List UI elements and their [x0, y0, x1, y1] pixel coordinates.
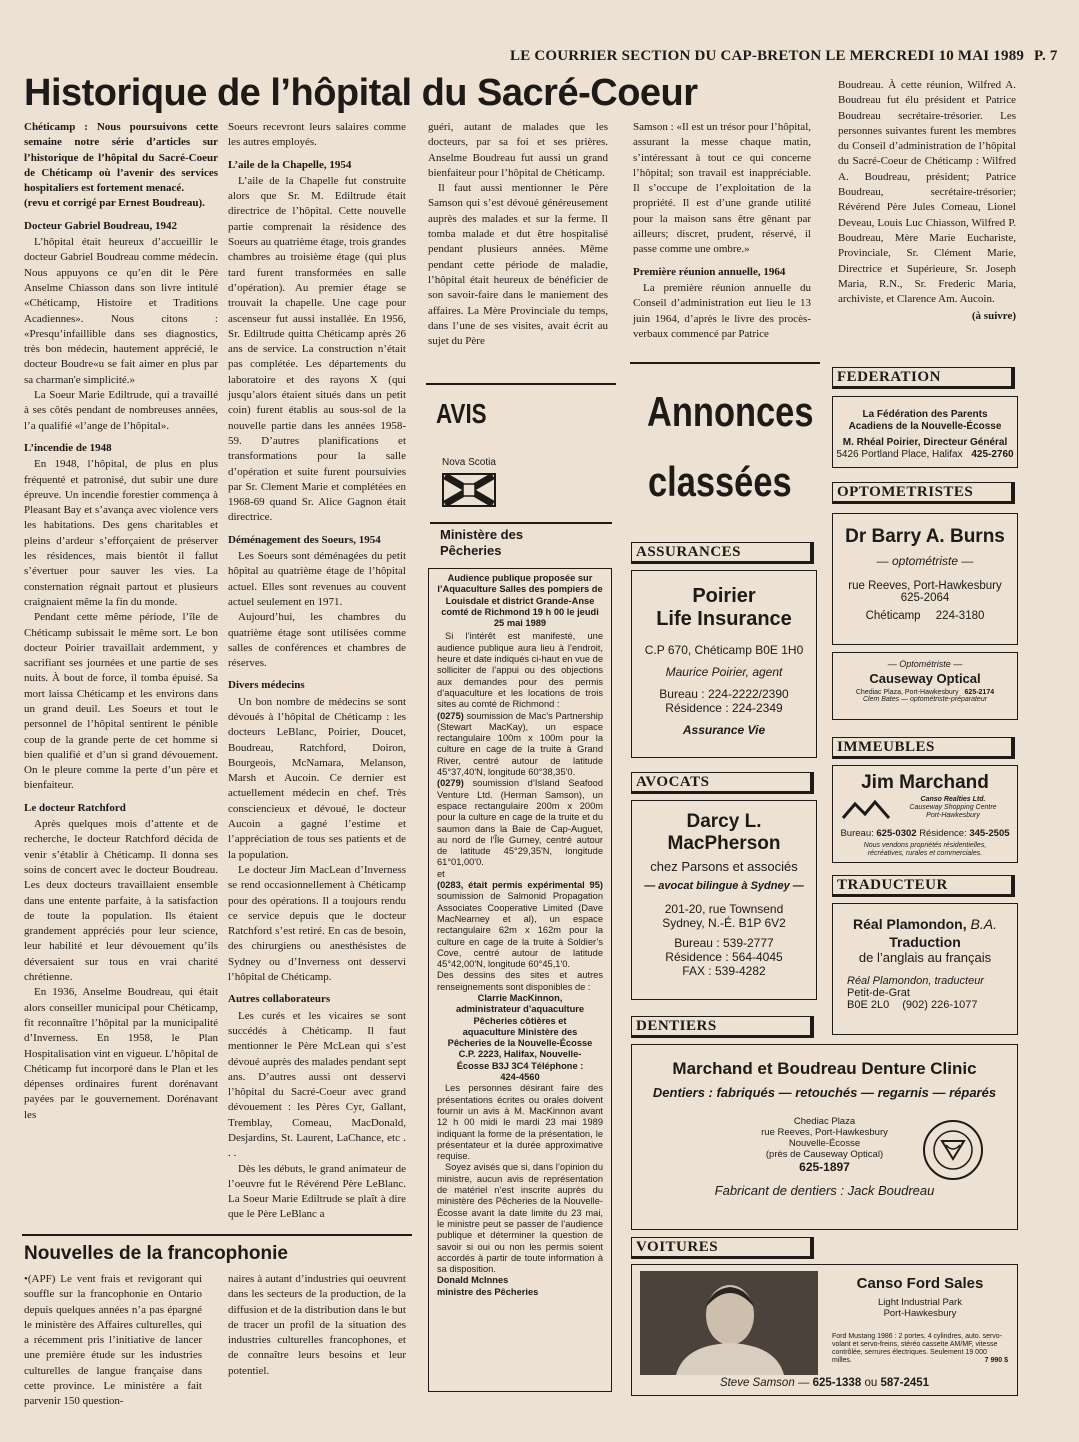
paragraph: Les personnes désirant faire des présentations écrites ou orales doivent fournir un avis à M. MacKinnon avant 12 h 00 midi le mardi 23 mai 1989 indiquant la forme de la présentation, le présentateur et la durée approximative requise. [437, 1083, 603, 1162]
article-column-1 [24, 120, 218, 1123]
paragraph: Aujourd’hui, les chambres du quatrième étage sont utilisées comme salles de conférences et chambres de réserves. [228, 611, 406, 670]
translator-city: Petit-de-Grat [847, 987, 910, 999]
optical-phone: 625-2174 [964, 689, 995, 696]
car-description: Ford Mustang 1986 : 2 portes, 4 cylindres, auto. servo-volant et servo-freins, stéréo cassette AM/MF, vitesse contrôlée, serrures électriques. Seulement 19 000 milles. [832, 1333, 1003, 1364]
annonces-title-2: classées [648, 458, 792, 505]
paragraph: Dès les débuts, le grand animateur de l’oeuvre fut le Révérend Père LeBlanc. La Soeur Marie Ediltrude se plaît à dire que le Père LeBlanc a [228, 1162, 406, 1221]
subhead: L’aile de la Chapelle, 1954 [228, 158, 352, 171]
optical-address [833, 689, 1017, 696]
paragraph: Boudreau. À cette réunion, Wilfred A. Boudreau fut élu président et Patrice Boudreau secrétaire-trésorier. Les personnes suivantes furent les membres du Conseil d’administration de l’hôpital du Sacré-Coeur de Chéticamp : Wilfred A. Boudreau, président; Patrice Boudreau, secrétaire-trésorier; Révérend Père Jules Comeau, Lionel Deveau, Louis Luc Chiasson, Wilfred P. Boudreau, Mère Marie Euchariste, Provinciale, Sr. Clément Marie, Directrice et Supérieure, Sr. Joseph Maria, R.N., Sr. Frederic Maria, archiviste, et Clarence Am. Aucoin. [838, 79, 1016, 306]
translator-postal-phone [847, 999, 1017, 1011]
translator-phone: (902) 226-1077 [902, 999, 978, 1011]
tab-avocats: AVOCATS [631, 772, 814, 794]
paragraph: Après quelques mois d’attente et de recherche, le docteur Ratchford décida de venir s’établir à Chéticamp. Il donna ses soins de concert avec le docteur Boudreau. Les deux docteurs travaillaient ensemble dans une entente parfaite, à la satisfaction de toute la population. Ils étaient grandement appréciés pour leur science, leur habilité et leur dévouement qu’ils déversaient sur tous en vrai charité chrétienne. [24, 818, 218, 984]
avocats-ad [631, 800, 817, 1000]
nova-scotia-label: Nova Scotia [442, 457, 496, 468]
federation-org: La Fédération des Parents Acadiens de la Nouvelle-Écosse [848, 409, 1002, 432]
paragraph [437, 880, 603, 970]
translation-label: Traduction [889, 934, 961, 950]
insurance-residence: Résidence : 224-2349 [665, 701, 783, 715]
optical-role: — Optométriste — [887, 659, 963, 669]
paragraph: Les Soeurs sont déménagées du petit hôpital au quatrième étage de l’hôpital actuel. Elles sont revenues au couvent actuel seulement en 1971. [228, 550, 406, 608]
company-address: Causeway Shopping Centre [909, 804, 997, 811]
bureau-label: Bureau: [840, 828, 874, 839]
article-column-2 [228, 120, 406, 1223]
salesman-portrait-icon [640, 1271, 818, 1375]
branch-city: Chéticamp [865, 610, 921, 622]
residence-phone: 345-2505 [969, 828, 1010, 839]
paragraph: Soyez avisés que si, dans l’opinion du ministre, aucun avis de représentation de matériel n’est inscrite auprès du ministère des Pêcheries de la Nouvelle-Écosse avant la date limite du 23 mai, le ministre peut se passer de l’audience publique et déterminer la question de savoir si oui ou non les permis soient accordés à partir de toute information à sa disposition. [437, 1162, 603, 1275]
subhead: L’incendie de 1948 [24, 441, 112, 454]
article-column-4 [633, 120, 811, 342]
clinic-address-4: (près de Causeway Optical) [765, 1149, 884, 1160]
company-name: Canso Realties Ltd. [920, 796, 986, 803]
tab-voitures: VOITURES [631, 1237, 814, 1259]
lawyer-tag: — avocat bilingue à Sydney — [644, 880, 804, 892]
optical-staff: Clem Bates — optométriste-préparateur [862, 696, 988, 703]
permit-number: (0283, était permis expérimental 95) [437, 880, 603, 891]
paragraph: En 1936, Anselme Boudreau, qui était alors conseiller municipal pour Chéticamp, fit reconnaître l’hôpital par la municipalité d’Inverness. En 1958, le Plan Hospitalisation vint en vigueur. L’hôpital de Chéticamp fut incorporé dans le Plan et les dépenses ordinaires furent dorénavant payées par le gouvernement. Dorénavant les [24, 986, 218, 1121]
subhead: Le docteur Ratchford [24, 801, 126, 814]
optical-address-text: Chediac Plaza, Port-Hawkesbury [855, 689, 959, 696]
branch-phone: 224-3180 [935, 610, 985, 622]
paragraph [437, 711, 603, 779]
permit-number: (0275) [437, 710, 464, 721]
nova-scotia-flag-icon [442, 473, 496, 507]
salesman-name: Steve Samson — [719, 1377, 810, 1389]
separator [430, 522, 612, 524]
traducteur-ad [832, 903, 1018, 1035]
optometrist-phone: 625-2064 [900, 592, 950, 604]
paragraph: Si l’intérêt est manifesté, une audience publique aura lieu à l’endroit, heure et date indiqués ci-haut en vue de solliciter de l’appui ou des objections aux demandes pour des permis d’aquaculture et les locations de trois sites au comté de Richmond : [437, 631, 603, 710]
translator-postal: B0E 2L0 [847, 999, 890, 1011]
paragraph: Il faut aussi mentionner le Père Samson qui s’est dévoué généreusement auprès des malades et sur la ferme. Il tomba malade et dut être hospitalisé pendant plusieurs années. Même pendant cette période de maladie, l’hôpital était heureux de bénéficier de son savoir-faire dans le maniement des affaires. La Mère Provinciale du temps, dans l’une de ses visites, avait écrit au sujet du Père [428, 182, 608, 348]
nouvelles-column-2 [228, 1272, 406, 1379]
permit-text: soumission d’Island Seafood Venture Ltd. (Herman Samson), un espace rectangulaire 200m x 200m pour la culture en cage de la truite et du saumon dans la Baie de Cap-Auguet, au nord de l’Île Gurney, centré autour de latitude 45°29,35'N, longitude 61°01,00'0. [437, 778, 603, 868]
translator-name-text: Réal Plamondon, [853, 916, 967, 932]
salesman-contact [632, 1377, 1017, 1389]
clinic-address-1: Chediac Plaza [793, 1116, 856, 1127]
immeubles-ad [832, 765, 1018, 863]
insurance-name-2: Life Insurance [656, 608, 792, 630]
translation-direction: de l’anglais au français [858, 950, 992, 965]
company-city: Port-Hawkesbury [926, 812, 980, 819]
article-intro: Chéticamp : Nous poursuivons cette semaine notre série d’articles sur l’historique de l’hôpital du Sacré-Coeur de Chéticamp où l’avenir des services hospitaliers est fortement menacé. [24, 121, 218, 195]
tab-immeubles: IMMEUBLES [832, 737, 1015, 759]
paragraph: •(APF) Le vent frais et revigorant qui souffle sur la francophonie en Ontario depuis quelques années n’a pas épargné le ministère des Affaires culturelles, qui a récemment pris l’initiative de lancer une première étude sur les industries culturelles de langue française dans cette province. Le ministère a fait parvenir 150 question- [24, 1273, 202, 1408]
article-credit: (revu et corrigé par Ernest Boudreau). [24, 197, 205, 210]
paragraph: Samson : «Il est un trésor pour l’hôpital, assurant la messe chaque matin, s’intéressant à tout ce qui concerne l’hôpital; son travail est inappréciable. Il s’occupe de l’exploitation de la propriété. Il est d’une grande utilité pour la maison sans être gênant par ailleurs; discret, prudent, réservé, il passe comme une ombre.» [633, 121, 811, 256]
permit-text: soumission de Mac’s Partnership (Stewart MacKay), un espace rectangulaire 100m x 100m pour la culture en cage de la truite à Grand River, centré autour de latitude 45°37,40'N, longitude 60°38,35'0. [437, 710, 603, 778]
tab-traducteur: TRADUCTEUR [832, 875, 1015, 897]
page-number: P. 7 [1034, 48, 1058, 64]
realtor-note: Nous vendons propriétés résidentielles, récréatives, rurales et commerciales. [863, 842, 987, 857]
paragraph: La Soeur Marie Ediltrude, qui a travaillé à ses côtés pendant de nombreuses années, l’a qualifié «l’ange de l’hôpital». [24, 389, 218, 432]
causeway-optical-ad [832, 652, 1018, 720]
house-logo-icon [841, 796, 891, 822]
paragraph: Un bon nombre de médecins se sont dévoués à l’hôpital de Chéticamp : les docteurs LeBlanc, Poirier, Doucet, Boudreau, Ratchford, Doiron, Bourgeois, McNamara, Melanson, Marsh et Aucoin. Ce dernier est actuellement médecin en chef. Très consciencieux et dévoué, le docteur Aucoin a gagné l’estime et l’appréciation de tous ses patients et de la population. [228, 695, 406, 861]
nova-scotia-logo [436, 455, 526, 515]
avis-body [437, 573, 603, 1298]
avis-label: AVIS [436, 398, 487, 429]
optometrist-branch [833, 610, 1017, 622]
separator [426, 383, 616, 385]
federation-address [833, 449, 1017, 461]
paragraph: Le docteur Jim MacLean d’Inverness se rend occasionnellement à Chéticamp pour des opérations. Il a toujours rendu ce service depuis que le docteur Ratchford s’est retiré. En cas de besoin, des chirurgiens ou anesthésistes de Sydney ou d’Inverness ont desservi l’hôpital de Chéticamp. [228, 863, 406, 984]
ministere-label: Ministère des Pêcheries [440, 527, 524, 558]
permit-text: soumission de Salmonid Propagation Associates Cooperative Limited (Dave MacNearney et al), un espace rectangulaire 62m x 162m pour la culture en cage de la truite à Soldier’s Cove, centré autour de latitude 45°42,00'N, longitude 60°45,1'0. [437, 891, 603, 970]
bureau-phone: 625-0302 [876, 828, 917, 839]
salesman-phone-2: 587-2451 [880, 1377, 930, 1389]
article-column-3 [428, 120, 608, 349]
insurance-name-1: Poirier [692, 585, 756, 607]
translator-signature: Réal Plamondon, traducteur [847, 975, 984, 987]
realtor-company [889, 796, 1017, 820]
assurances-ad [631, 570, 817, 758]
tab-assurances: ASSURANCES [631, 542, 814, 564]
clinic-name: Marchand et Boudreau Denture Clinic [672, 1059, 977, 1078]
paragraph: Pendant cette même période, l’île de Chéticamp subissait le même sort. Le bon docteur Poirier travaillait ardemment, y sacrifiant ses journées et une partie de ses nuits. À bout de force, il tomba épuisé. Sa mort laissa Chéticamp et les environs dans un grand deuil. Les Soeurs et tout le personnel de l’hôpital sentirent le pénible coup de la grande perte de cet homme si bien qualifié et d’un si grand dévouement. On le pleure comme la perte d’un père et bienfaiteur. [24, 611, 218, 792]
avis-heading: Audience publique proposée sur l’Aquaculture Salles des pompiers de Louisdale et district Grande-Anse comté de Richmond 19 h 00 le jeudi 25 mai 1989 [437, 573, 603, 629]
separator [630, 362, 820, 364]
paragraph: En 1948, l’hôpital, de plus en plus fréquenté et patronisé, dut subir une dure épreuve. Un incendie forestier commença à Pleasant Bay et s’avança avec violence vers les habitations. Des gens charitables et pleins d’ardeur s’efforçaient de préserver les résidences, mais bientôt il fallut s’évertuer pour sauver les vies. La consternation régnait partout et plusieurs craignaient même la fin du monde. [24, 458, 218, 608]
subhead: Déménagement des Soeurs, 1954 [228, 533, 381, 546]
tab-federation: FEDERATION [832, 367, 1015, 389]
conjunction: et [437, 868, 445, 879]
insurance-tag: Assurance Vie [682, 723, 766, 737]
insurance-address: C.P 670, Chéticamp B0E 1H0 [644, 643, 804, 657]
translator-name [833, 916, 1017, 932]
lawyer-name-1: Darcy L. [686, 811, 762, 832]
paragraph: Les curés et les vicaires se sont succédés à Chéticamp. Il faut mentionner le Père McLean qui s’est dévoué auprès des malades pendant sept ans. D’autres aussi ont desservi l’hôpital du Sacré-Coeur avec grand dévouement : les Pères Cyr, Gallant, Tremblay, Comeau, MacDonald, Desjardins, St. Laurent, LaChance, etc . . . [228, 1009, 406, 1160]
optometristes-ad [832, 513, 1018, 645]
paragraph: L’hôpital était heureux d’accueillir le docteur Gabriel Boudreau comme médecin. Nous appuyons ce qu’en dit le Père Anselme Chiasson dans son livre intitulé «Chéticamp, Histoire et Traditions Acadiennes». Nous citons : «Presqu’infaillible dans ses diagnostics, très bon médecin, hautement apprécié, le docteur Boudre«u se fait aimer en plus par sa charman'e simplicité.» [24, 236, 218, 386]
insurance-agent: Maurice Poirier, agent [665, 665, 783, 679]
paragraph: L’aile de la Chapelle fut construite alors que Sr. M. Ediltrude était directrice de l’hôpital. Cette nouvelle partie comprenait la résidence des Soeurs au quatrième étage, trois grandes chambres au troisième étage (qui plus tard furent transformées en salle d’opération). Au premier étage se trouvait la chapelle. Une cage pour ascenseur fut aussi installée. En 1956, Sr. Ediltrude quitta Chéticamp après 26 ans de service. La construction n’était pas complétée. Les départements du laboratoire et des rayons X (qui jusqu’alors étaient situés dans un petit coin) furent établis au sous-sol de la nouvelle partie dans les années 1958-59. D’autres planifications et transformations pour la salle d’opération et suite furent poursuivies par Sr. Clement Marie et complétées en 1968-69 quand Sr. Alice Gagnon était directrice. [228, 174, 406, 524]
nouvelles-title: Nouvelles de la francophonie [24, 1243, 288, 1264]
nouvelles-column-1 [24, 1272, 202, 1410]
clinic-phone: 625-1897 [799, 1160, 850, 1174]
tab-dentiers: DENTIERS [631, 1016, 814, 1038]
optometrist-name: Dr Barry A. Burns [845, 526, 1005, 547]
clinic-maker: Fabricant de dentiers : Jack Boudreau [714, 1183, 935, 1198]
lawyer-name-2: MacPherson [667, 833, 781, 854]
federation-phone: 425-2760 [971, 449, 1014, 460]
dealer-address-2: Port-Hawkesbury [883, 1308, 957, 1319]
paragraph: Des dessins des sites et autres renseignements sont disponibles de : [437, 970, 603, 992]
lawyer-residence: Résidence : 564-4045 [665, 950, 783, 964]
article-column-5 [838, 78, 1016, 325]
federation-ad [832, 396, 1018, 468]
federation-director [833, 437, 1017, 449]
realtor-name: Jim Marchand [861, 772, 989, 793]
paragraph: Soeurs recevront leurs salaires comme les autres employés. [228, 121, 406, 149]
optical-name: Causeway Optical [869, 671, 981, 686]
residence-label: Résidence: [919, 828, 967, 839]
to-be-continued: (à suivre) [971, 310, 1016, 323]
paragraph [437, 778, 603, 868]
dentiers-ad [631, 1044, 1018, 1230]
avis-notice [428, 568, 612, 1392]
salesman-phone-1: 625-1338 [812, 1377, 862, 1389]
realtor-phones [833, 828, 1017, 839]
voitures-ad [631, 1264, 1018, 1396]
tab-optometristes: OPTOMETRISTES [832, 482, 1015, 504]
lawyer-bureau: Bureau : 539-2777 [674, 936, 774, 950]
subhead: Première réunion annuelle, 1964 [633, 265, 786, 278]
dealer-address [826, 1297, 1014, 1319]
paragraph: naires à autant d’industries qui oeuvrent dans les secteurs de la production, de la diffusion et de la distribution dans le but de tracer un profil de la situation des industries culturelles francophones, et de connaître leurs besoins et leur potentiel. [228, 1273, 406, 1377]
insurance-bureau: Bureau : 224-2222/2390 [659, 687, 789, 701]
annonces-title: Annonces [647, 388, 814, 435]
salesman-photo [640, 1271, 818, 1375]
contact-block: Clarrie MacKinnon, administrateur d’aquaculture Pêcheries côtières et aquaculture Ministère des Pêcheries de la Nouvelle-Écosse C.P. 2223, Halifax, Nouvelle-Écosse B3J 3C4 Téléphone : 424-4560 [447, 992, 593, 1083]
paragraph: La première réunion annuelle du Conseil d’administration eut lieu le 13 juin 1964, d’après le livre des procès-verbaux commencé par Patrice [633, 281, 811, 340]
permit-number: (0279) [437, 778, 464, 789]
lawyer-address-2: Sydney, N.-É. B1P 6V2 [662, 916, 786, 930]
signature-name: Donald McInnes [437, 1275, 509, 1286]
clinic-address-2: rue Reeves, Port-Hawkesbury [761, 1127, 888, 1138]
lawyer-firm: chez Parsons et associés [650, 859, 798, 874]
separator [22, 1234, 412, 1236]
lawyer-fax: FAX : 539-4282 [682, 964, 766, 978]
lawyer-address-1: 201-20, rue Townsend [664, 902, 784, 916]
car-price: 7 990 $ [984, 1357, 1008, 1364]
denturist-society-seal-icon [922, 1119, 984, 1181]
optometrist-address: rue Reeves, Port-Hawkesbury [848, 580, 1002, 592]
car-listing [832, 1333, 1008, 1365]
clinic-address-3: Nouvelle-Écosse [788, 1138, 861, 1149]
article-title: Historique de l’hôpital du Sacré-Coeur [24, 72, 698, 114]
signature-title: ministre des Pêcheries [437, 1286, 539, 1297]
dealer-name: Canso Ford Sales [856, 1275, 984, 1292]
optometrist-role: — optométriste — [876, 554, 974, 568]
subhead: Docteur Gabriel Boudreau, 1942 [24, 219, 177, 232]
federation-address-text: 5426 Portland Place, Halifax [836, 449, 963, 460]
subhead: Autres collaborateurs [228, 993, 331, 1006]
paragraph: guéri, autant de malades que les docteurs, par sa foi et ses prières. Anselme Boudreau fut aussi un grand bienfaiteur pour l’hôpital de Chéticamp. [428, 121, 608, 179]
subhead: Divers médecins [228, 679, 305, 692]
masthead-text: LE COURRIER SECTION DU CAP-BRETON LE MERCREDI 10 MAI 1989 [510, 48, 1025, 64]
federation-director-text: M. Rhéal Poirier, Directeur Général [842, 437, 1008, 448]
clinic-services: Dentiers : fabriqués — retouchés — regarnis — réparés [652, 1085, 997, 1100]
dealer-address-1: Light Industrial Park [878, 1297, 962, 1308]
translator-degree: B.A. [970, 916, 997, 932]
salesman-or: ou [864, 1377, 878, 1389]
masthead [510, 48, 1058, 65]
